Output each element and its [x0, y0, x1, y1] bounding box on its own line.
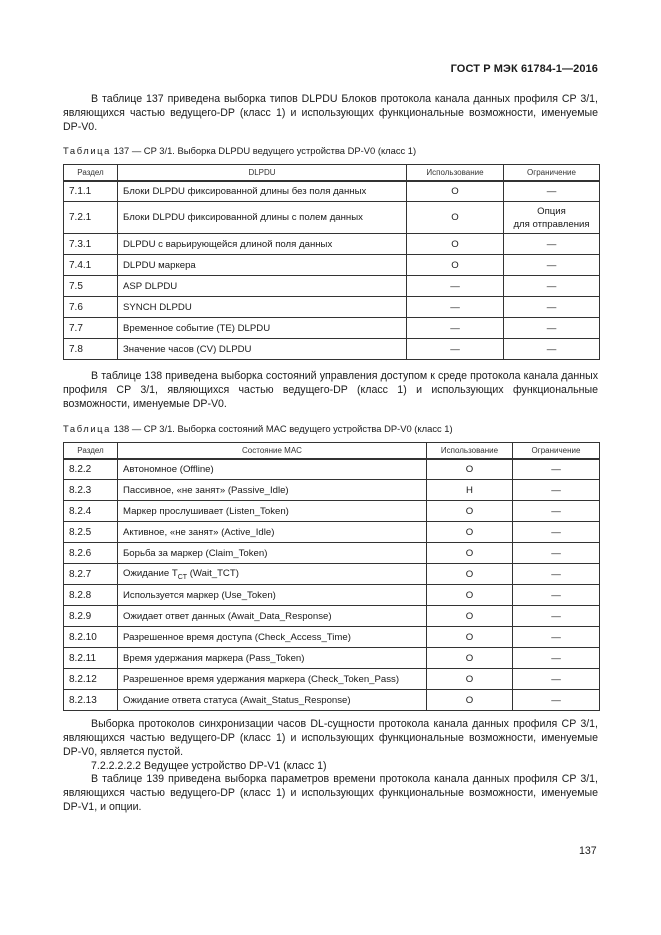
cell-limit: — — [513, 585, 600, 606]
cell-usage: O — [407, 202, 504, 234]
table138-caption: Таблица 138 — CP 3/1. Выборка состояний MAC ведущего устройства DP-V0 (класс 1) — [63, 423, 453, 434]
cell-section: 8.2.3 — [64, 480, 118, 501]
cell-section: 7.6 — [64, 297, 118, 318]
document-header: ГОСТ Р МЭК 61784-1—2016 — [450, 63, 598, 75]
cell-limit: — — [513, 522, 600, 543]
cell-section: 8.2.12 — [64, 669, 118, 690]
cell-section: 7.7 — [64, 318, 118, 339]
cell-usage: O — [407, 181, 504, 202]
cell-name: Маркер прослушивает (Listen_Token) — [118, 501, 427, 522]
cell-limit: — — [504, 181, 600, 202]
cell-usage: — — [407, 297, 504, 318]
cell-section: 8.2.7 — [64, 564, 118, 585]
cell-limit: — — [504, 234, 600, 255]
cell-limit: — — [504, 339, 600, 360]
table-row — [64, 564, 600, 585]
cell-limit: — — [513, 690, 600, 711]
table-row — [64, 318, 600, 339]
cell-limit-line: Опция — [537, 205, 566, 217]
cell-section: 8.2.8 — [64, 585, 118, 606]
table-row — [64, 648, 600, 669]
cell-name: Разрешенное время удержания маркера (Check_Token_Pass) — [118, 669, 427, 690]
cell-section: 7.2.1 — [64, 202, 118, 234]
cell-limit-line: для отправления — [513, 218, 590, 230]
table-row — [64, 339, 600, 360]
table-row — [64, 234, 600, 255]
cell-usage: O — [407, 234, 504, 255]
table-137 — [63, 164, 600, 360]
cell-section: 8.2.4 — [64, 501, 118, 522]
paragraph-table139-intro: В таблице 139 приведена выборка параметров времени протокола канала данных профиля CP 3/1, являющихся частью ведущего-DP (класс 1) и использующих функциональные возможности, именуемые DP-V1, и опции. — [63, 773, 598, 813]
cell-name: SYNCH DLPDU — [118, 297, 407, 318]
cell-section: 7.3.1 — [64, 234, 118, 255]
cell-limit: — — [513, 648, 600, 669]
cell-name: Блоки DLPDU фиксированной длины с полем данных — [118, 202, 407, 234]
cell-name: Значение часов (CV) DLPDU — [118, 339, 407, 360]
paragraph-clock-sync: Выборка протоколов синхронизации часов DL-сущности протокола канала данных профиля CP 3/1, являющихся частью ведущего-DP (класс 1) и использующих функциональные возможности, именуемые DP-V0, является пустой. — [63, 718, 598, 758]
cell-limit: — — [504, 297, 600, 318]
cell-limit: — — [513, 627, 600, 648]
table-row — [64, 255, 600, 276]
table-138 — [63, 442, 600, 711]
cell-section: 8.2.9 — [64, 606, 118, 627]
cell-usage: O — [427, 543, 513, 564]
cell-section: 8.2.2 — [64, 459, 118, 480]
table-row — [64, 480, 600, 501]
column-header-limit: Ограничение — [513, 443, 600, 459]
table-row — [64, 501, 600, 522]
cell-name: DLPDU маркера — [118, 255, 407, 276]
cell-name: DLPDU с варьирующейся длиной поля данных — [118, 234, 407, 255]
cell-name: Пассивное, «не занят» (Passive_Idle) — [118, 480, 427, 501]
cell-section: 7.5 — [64, 276, 118, 297]
column-header-section: Раздел — [64, 443, 118, 459]
cell-limit: — — [504, 255, 600, 276]
cell-limit: — — [513, 564, 600, 585]
cell-usage: O — [427, 585, 513, 606]
cell-usage: O — [427, 606, 513, 627]
table-row — [64, 690, 600, 711]
cell-name: Автономное (Offline) — [118, 459, 427, 480]
cell-name: Время удержания маркера (Pass_Token) — [118, 648, 427, 669]
cell-name: ASP DLPDU — [118, 276, 407, 297]
table-row — [64, 606, 600, 627]
cell-name: Разрешенное время доступа (Check_Access_Time) — [118, 627, 427, 648]
cell-usage: H — [427, 480, 513, 501]
cell-limit: — — [513, 459, 600, 480]
cell-limit: — — [513, 501, 600, 522]
cell-limit: — — [513, 543, 600, 564]
table-row — [64, 297, 600, 318]
cell-limit — [504, 202, 600, 234]
cell-name: Временное событие (TE) DLPDU — [118, 318, 407, 339]
cell-section: 7.1.1 — [64, 181, 118, 202]
cell-name: Борьба за маркер (Claim_Token) — [118, 543, 427, 564]
cell-usage: O — [427, 648, 513, 669]
table-row — [64, 276, 600, 297]
table-row — [64, 669, 600, 690]
cell-section: 8.2.13 — [64, 690, 118, 711]
paragraph-table138-intro: В таблице 138 приведена выборка состояний управления доступом к среде протокола канала данных профиля CP 3/1, являющихся частью ведущего-DP (класс 1) и использующих функциональные возможности, именуемые DP-V0. — [63, 370, 598, 410]
cell-usage: — — [407, 339, 504, 360]
table-row — [64, 459, 600, 480]
cell-usage: O — [427, 501, 513, 522]
cell-name: Блоки DLPDU фиксированной длины без поля данных — [118, 181, 407, 202]
table-row — [64, 543, 600, 564]
cell-limit: — — [504, 318, 600, 339]
cell-section: 7.4.1 — [64, 255, 118, 276]
cell-section: 8.2.10 — [64, 627, 118, 648]
cell-usage: — — [407, 318, 504, 339]
page-number: 137 — [579, 845, 597, 857]
cell-usage: O — [407, 255, 504, 276]
subsection-heading: 7.2.2.2.2.2 Ведущее устройство DP-V1 (класс 1) — [91, 760, 327, 772]
cell-usage: O — [427, 669, 513, 690]
cell-name — [118, 564, 427, 585]
column-header-dlpdu: DLPDU — [118, 165, 407, 181]
cell-name-text: (Wait_TCT) — [187, 567, 239, 579]
table-row — [64, 181, 600, 202]
cell-name-subscript: CT — [177, 573, 188, 581]
cell-usage: O — [427, 564, 513, 585]
table137-caption: Таблица 137 — CP 3/1. Выборка DLPDU ведущего устройства DP-V0 (класс 1) — [63, 145, 417, 156]
column-header-usage: Использование — [427, 443, 513, 459]
cell-section: 8.2.5 — [64, 522, 118, 543]
cell-name: Активное, «не занят» (Active_Idle) — [118, 522, 427, 543]
cell-limit: — — [513, 480, 600, 501]
column-header-section: Раздел — [64, 165, 118, 181]
cell-usage: O — [427, 459, 513, 480]
column-header-mac-state: Состояние MAC — [118, 443, 427, 459]
cell-name: Используется маркер (Use_Token) — [118, 585, 427, 606]
cell-section: 8.2.6 — [64, 543, 118, 564]
cell-limit: — — [513, 669, 600, 690]
cell-limit: — — [513, 606, 600, 627]
cell-section: 8.2.11 — [64, 648, 118, 669]
cell-limit: — — [504, 276, 600, 297]
cell-name-text: Ожидание T — [123, 567, 178, 579]
cell-usage: O — [427, 627, 513, 648]
column-header-limit: Ограничение — [504, 165, 600, 181]
table-row — [64, 202, 600, 234]
column-header-usage: Использование — [407, 165, 504, 181]
cell-usage: — — [407, 276, 504, 297]
table-row — [64, 627, 600, 648]
cell-name: Ожидает ответ данных (Await_Data_Response) — [118, 606, 427, 627]
cell-usage: O — [427, 690, 513, 711]
cell-name: Ожидание ответа статуса (Await_Status_Response) — [118, 690, 427, 711]
table-row — [64, 585, 600, 606]
paragraph-table137-intro: В таблице 137 приведена выборка типов DLPDU Блоков протокола канала данных профиля CP 3/1, являющихся частью ведущего-DP (класс 1) и использующих функциональные возможности, именуемые DP-V0. — [63, 93, 598, 133]
table-row — [64, 522, 600, 543]
cell-section: 7.8 — [64, 339, 118, 360]
cell-usage: O — [427, 522, 513, 543]
